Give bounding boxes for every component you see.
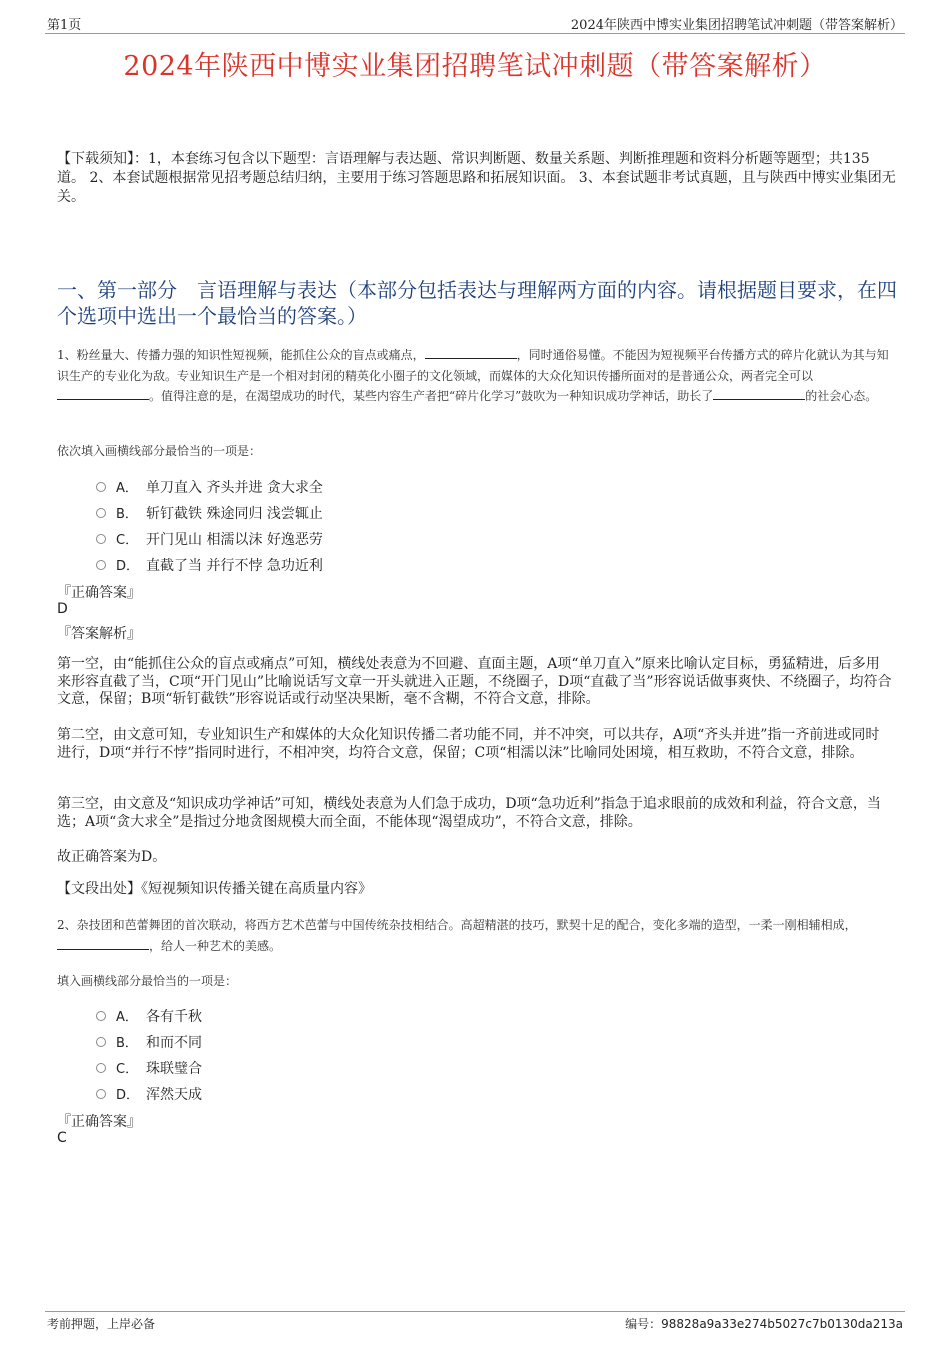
option-letter: B． [116,1036,138,1051]
option-letter: D． [116,1088,140,1103]
radio-icon[interactable] [96,1063,106,1073]
radio-icon[interactable] [96,508,106,518]
footer-code-value: 98828a9a33e274b5027c7b0130da213a [661,1317,903,1331]
fill-blank [57,387,149,400]
fill-blank [57,937,149,950]
radio-icon[interactable] [96,1037,106,1047]
question-2-prompt: 填入画横线部分最恰当的一项是： [57,974,238,988]
radio-icon[interactable] [96,482,106,492]
option-text: 直截了当 并行不悖 急功近利 [146,558,323,574]
option-text: 开门见山 相濡以沫 好逸恶劳 [146,532,323,548]
section-heading: 一、第一部分 言语理解与表达（本部分包括表达与理解两方面的内容。请根据题目要求，在四个选项中选出一个最恰当的答案。） [57,278,897,328]
question-1-prompt: 依次填入画横线部分最恰当的一项是： [57,444,262,458]
option-letter: C． [116,533,139,548]
question-2-text [57,915,893,956]
analysis-paragraph-1: 第一空，由“能抓住公众的盲点或痛点”可知，横线处表意为不回避、直面主题，A项“单刀直入”原来比喻认定目标，勇猛精进，后多用来形容直截了当，C项“开门见山”比喻说话写文章一开头就进入正题，不绕圈子，D项“直截了当”形容说话做事爽快、不绕圈子，均符合文意，保留；B项“斩钉截铁”形容说话或行动坚决果断，毫不含糊，不符合文意，排除。 [57,656,892,707]
source-citation: 【文段出处】《短视频知识传播关键在高质量内容》 [57,881,372,897]
option-text: 浑然天成 [146,1087,202,1103]
analysis-conclusion: 故正确答案为D。 [57,849,167,865]
q1-text-c: 。值得注意的是，在渴望成功的时代，某些内容生产者把“碎片化学习”鼓吹为一种知识成功学神话，助长了 [149,389,714,403]
option-a[interactable] [96,1006,202,1026]
correct-answer-label: 『正确答案』 [57,1114,141,1130]
correct-answer-label: 『正确答案』 [57,585,141,601]
option-text: 和而不同 [146,1035,202,1051]
option-letter: B． [116,507,138,522]
correct-answer: C [57,1130,67,1146]
option-c[interactable] [96,1058,202,1078]
option-d[interactable] [96,1084,202,1104]
correct-answer: D [57,601,68,617]
q1-text-b: ，同时通俗易懂。不能因为短视频平台传播方式的碎片化就认为其与知识生产的专业化为敌。专业知识生产是一个相对封闭的精英化小圈子的文化领域，而媒体的大众化知识传播所面对的是普通公众，两者完全可以 [57,348,889,383]
q2-text-a: 2、杂技团和芭蕾舞团的首次联动，将西方艺术芭蕾与中国传统杂技相结合。高超精湛的技巧，默契十足的配合，变化多端的造型，一柔一刚相辅相成， [57,918,857,932]
header-divider [45,33,905,34]
q1-text-a: 1、粉丝量大、传播力强的知识性短视频，能抓住公众的盲点或痛点， [57,348,425,362]
radio-icon[interactable] [96,534,106,544]
header-doc-title: 2024年陕西中博实业集团招聘笔试冲刺题（带答案解析） [570,18,903,33]
option-b[interactable] [96,1032,202,1052]
option-d[interactable] [96,555,323,575]
option-text: 各有千秋 [146,1009,202,1025]
option-letter: C． [116,1062,139,1077]
option-letter: D． [116,559,140,574]
option-a[interactable] [96,477,323,497]
radio-icon[interactable] [96,1011,106,1021]
download-notice: 【下载须知】：1，本套练习包含以下题型：言语理解与表达题、常识判断题、数量关系题、判断推理题和资料分析题等题型；共135道。 2、本套试题根据常见招考题总结归纳，主要用于练习答题思路和拓展知识面。 3、本套试题非考试真题，且与陕西中博实业集团无关。 [57,151,896,205]
footer-divider [45,1311,905,1312]
fill-blank [713,387,805,400]
option-letter: A． [116,1010,138,1025]
option-b[interactable] [96,503,323,523]
option-letter: A． [116,481,138,496]
footer-code [625,1315,903,1332]
page-number: 第1页 [47,18,82,33]
analysis-label: 『答案解析』 [57,626,141,642]
option-text: 斩钉截铁 殊途同归 浅尝辄止 [146,506,323,522]
page-title: 2024年陕西中博实业集团招聘笔试冲刺题（带答案解析） [123,51,827,82]
option-text: 珠联璧合 [146,1061,202,1077]
fill-blank [425,346,517,359]
q2-text-b: ，给人一种艺术的美感。 [149,938,282,953]
option-text: 单刀直入 齐头并进 贪大求全 [146,480,323,496]
radio-icon[interactable] [96,560,106,570]
footer-code-label: 编号： [625,1317,662,1331]
footer-slogan: 考前押题，上岸必备 [47,1317,156,1331]
analysis-paragraph-3: 第三空，由文意及“知识成功学神话”可知，横线处表意为人们急于成功，D项“急功近利”指急于追求眼前的成效和利益，符合文意，当选；A项“贪大求全”是指过分地贪图规模大而全面，不能体现“渴望成功”，不符合文意，排除。 [57,796,881,830]
q1-text-d: 的社会心态。 [805,389,878,403]
analysis-paragraph-2: 第二空，由文意可知，专业知识生产和媒体的大众化知识传播二者功能不同，并不冲突，可以共存，A项“齐头并进”指一齐前进或同时进行，D项“并行不悖”指同时进行，不相冲突，均符合文意，保留；C项“相濡以沫”比喻同处困境，相互救助，不符合文意，排除。 [57,727,880,761]
question-1-text [57,345,893,407]
option-c[interactable] [96,529,323,549]
radio-icon[interactable] [96,1089,106,1099]
